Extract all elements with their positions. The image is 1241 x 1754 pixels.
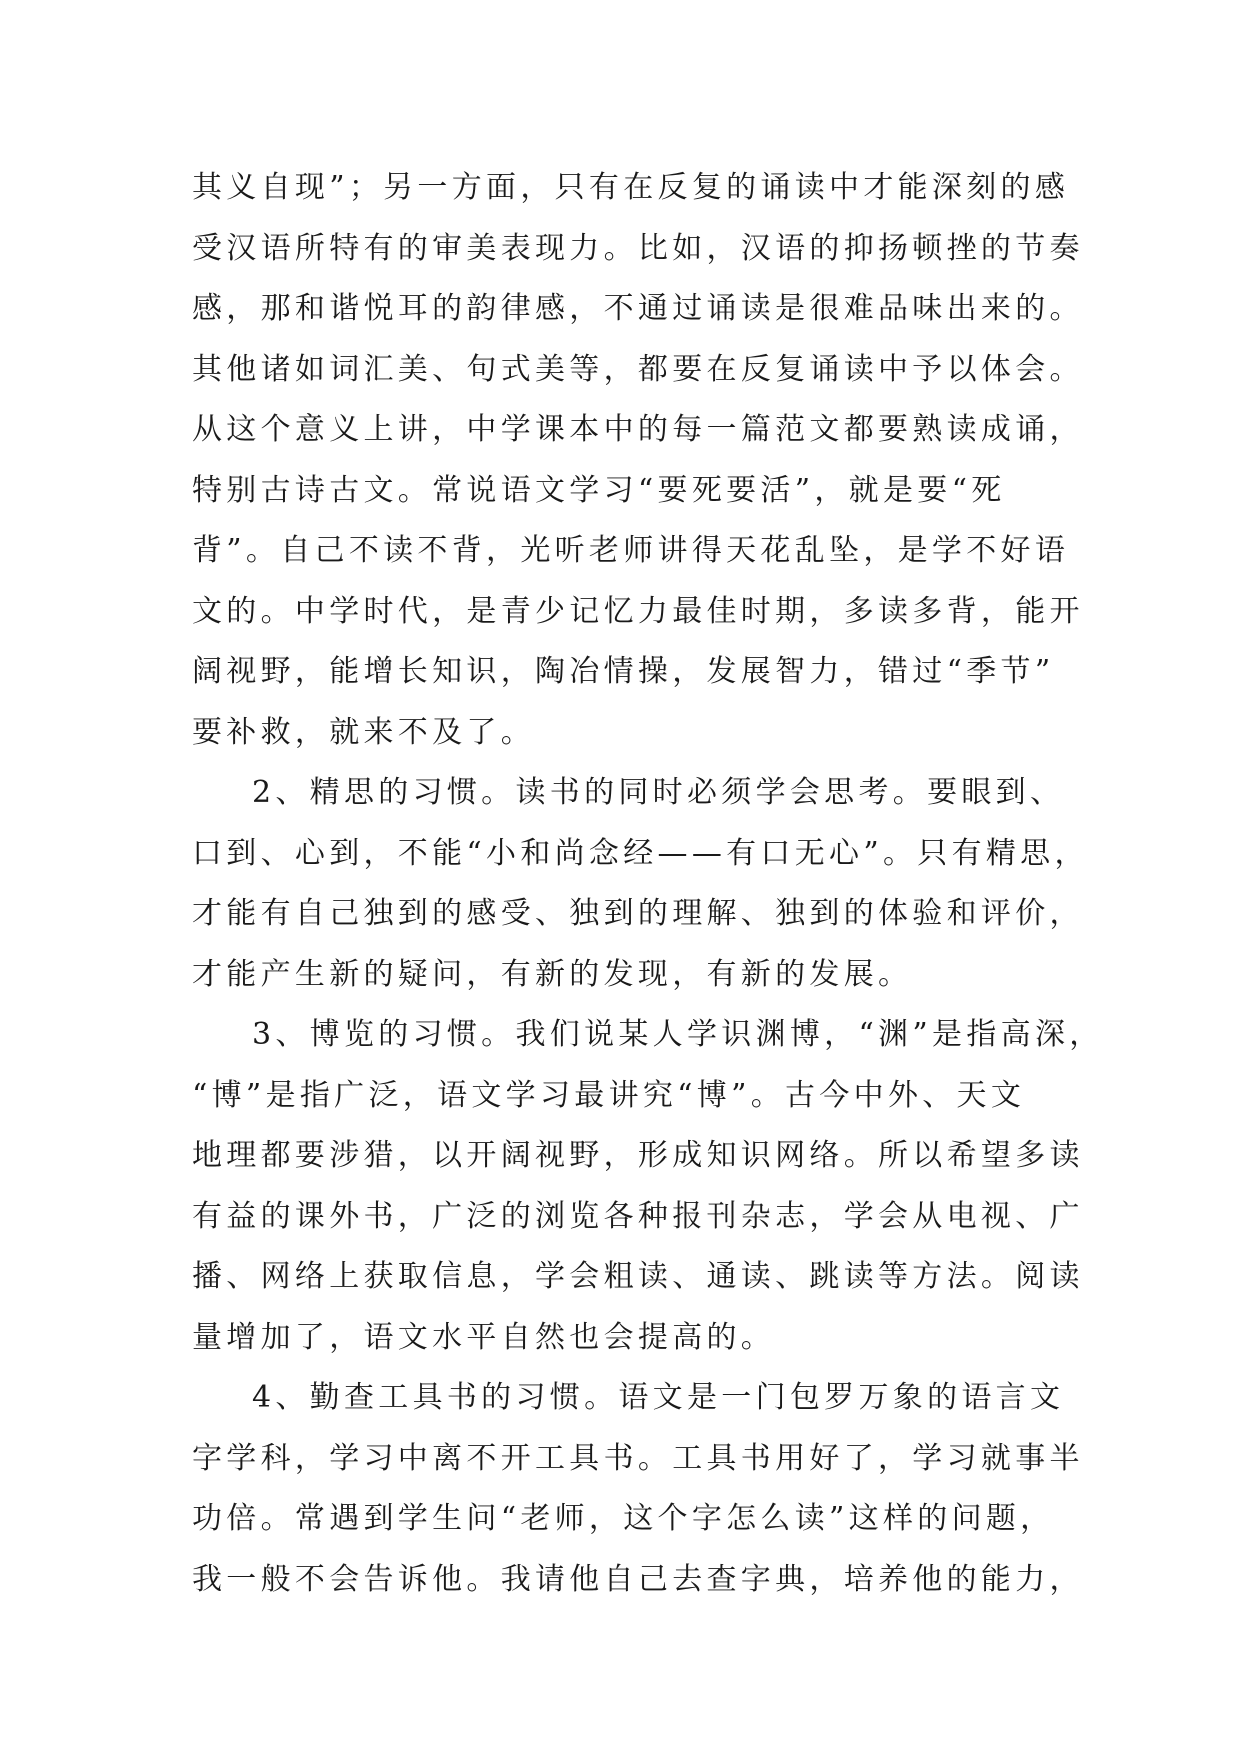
text-line: 播、网络上获取信息，学会粗读、通读、跳读等方法。阅读 xyxy=(192,1259,1084,1294)
text-line: 口到、心到，不能“小和尚念经——有口无心”。只有精思， xyxy=(192,835,1089,871)
text-line: 背”。自己不读不背，光听老师讲得天花乱坠，是学不好语 xyxy=(192,533,1070,568)
text-line: 其他诸如词汇美、句式美等，都要在反复诵读中予以体会。 xyxy=(192,351,1084,387)
paragraph-start-line: 4、勤查工具书的习惯。语文是一门包罗万象的语言文 xyxy=(252,1380,1065,1415)
text-line: 我一般不会告诉他。我请他自己去查字典，培养他的能力， xyxy=(192,1561,1084,1597)
text-line: 感，那和谐悦耳的韵律感，不通过诵读是很难品味出来的。 xyxy=(192,291,1084,326)
text-line: 才能有自己独到的感受、独到的理解、独到的体验和评价， xyxy=(192,896,1084,931)
text-line: 文的。中学时代，是青少记忆力最佳时期，多读多背，能开 xyxy=(192,593,1084,629)
paragraph-start-line: 2、精思的习惯。读书的同时必须学会思考。要眼到、 xyxy=(252,775,1065,810)
text-line: 才能产生新的疑问，有新的发现，有新的发展。 xyxy=(192,956,913,992)
text-line: 从这个意义上讲，中学课本中的每一篇范文都要熟读成诵， xyxy=(192,412,1084,447)
document-body xyxy=(192,158,1104,1610)
text-line: 量增加了，语文水平自然也会提高的。 xyxy=(192,1319,776,1355)
text-line: 功倍。常遇到学生问“老师，这个字怎么读”这样的问题， xyxy=(192,1501,1055,1536)
text-line: 阔视野，能增长知识，陶冶情操，发展智力，错过“季节” xyxy=(192,654,1055,689)
text-line: 特别古诗古文。常说语文学习“要死要活”，就是要“死 xyxy=(192,472,1006,508)
text-line: 地理都要涉猎，以开阔视野，形成知识网络。所以希望多读 xyxy=(192,1138,1084,1173)
text-line: 字学科，学习中离不开工具书。工具书用好了，学习就事半 xyxy=(192,1440,1084,1476)
text-line: “博”是指广泛，语文学习最讲究“博”。古今中外、天文 xyxy=(192,1077,1026,1113)
text-line: 有益的课外书，广泛的浏览各种报刊杂志，学会从电视、广 xyxy=(192,1198,1084,1234)
text-line: 其义自现”；另一方面，只有在反复的诵读中才能深刻的感 xyxy=(192,170,1070,205)
text-line: 要补救，就来不及了。 xyxy=(192,714,535,750)
text-line: 受汉语所特有的审美表现力。比如，汉语的抑扬顿挫的节奏 xyxy=(192,230,1084,266)
paragraph-start-line: 3、博览的习惯。我们说某人学识渊博，“渊”是指高深， xyxy=(252,1017,1104,1052)
